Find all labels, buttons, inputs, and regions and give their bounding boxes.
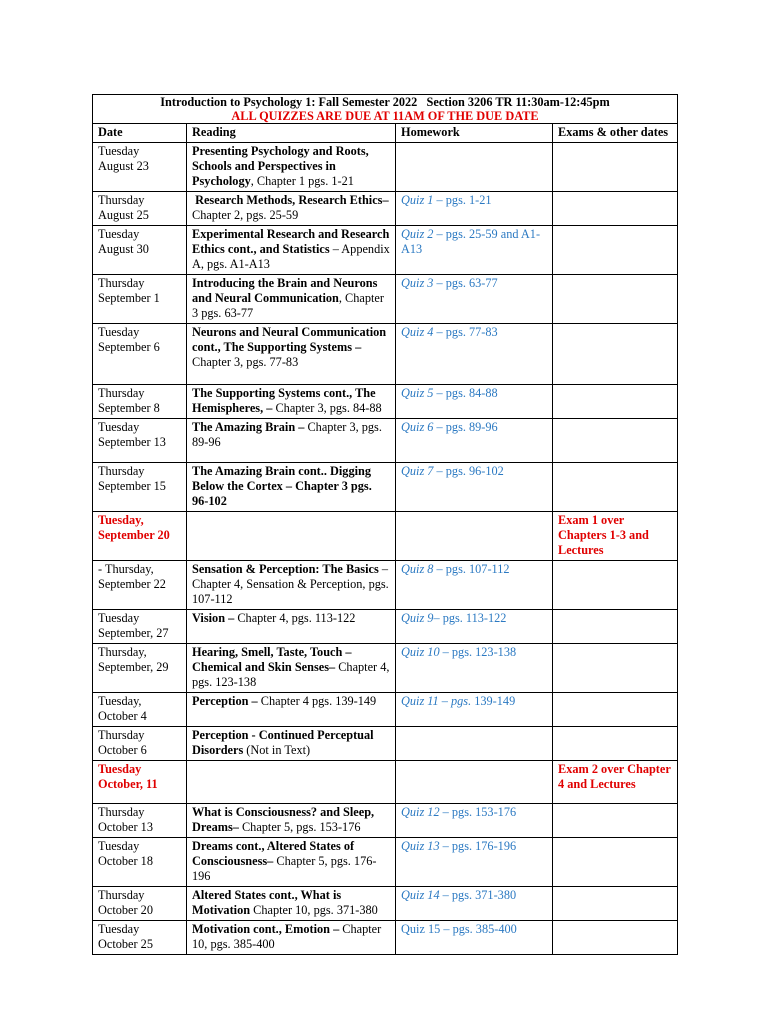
table-row	[93, 192, 678, 226]
date-line: August 23	[98, 159, 149, 173]
homework-pages: – pgs. 84-88	[433, 386, 498, 400]
homework-cell	[396, 143, 553, 192]
reading-pages: – Chapter 4, Sensation & Perception, pgs. 107-112	[192, 562, 389, 606]
date-cell	[93, 838, 187, 887]
quiz-link[interactable]: Quiz 10	[401, 645, 440, 659]
date-line: October 18	[98, 854, 153, 868]
homework-cell	[396, 693, 553, 727]
exam-cell	[553, 610, 678, 644]
date-line: September, 27	[98, 626, 169, 640]
date-line: Thursday	[98, 193, 145, 207]
reading-pages: , Chapter 3 pgs. 63-77	[192, 291, 384, 320]
reading-cell	[187, 385, 396, 419]
homework-pages: – pgs. 96-102	[433, 464, 504, 478]
homework-pages: 139-149	[471, 694, 516, 708]
col-header-reading: Reading	[187, 124, 396, 143]
homework-pages: – pgs. 153-176	[439, 805, 517, 819]
table-row	[93, 804, 678, 838]
homework-cell	[396, 727, 553, 761]
date-line: September 15	[98, 479, 166, 493]
date-line: Thursday	[98, 276, 145, 290]
reading-pages: Chapter 2, pgs. 25-59	[192, 208, 299, 222]
reading-pages: Chapter 10, pgs. 371-380	[250, 903, 378, 917]
exam-cell	[553, 727, 678, 761]
homework-pages: – pgs. 113-122	[433, 611, 507, 625]
reading-pages: Chapter 3, pgs. 84-88	[272, 401, 382, 415]
date-line: Tuesday	[98, 227, 140, 241]
syllabus-page	[92, 94, 677, 955]
date-cell	[93, 693, 187, 727]
reading-topic: Hearing, Smell, Taste, Touch – Chemical and Skin Senses–	[192, 645, 355, 674]
reading-topic: Altered States cont., What is Motivation	[192, 888, 345, 917]
reading-topic: Introducing the Brain and Neurons and Neural Communication	[192, 276, 381, 305]
date-cell	[93, 804, 187, 838]
date-cell	[93, 761, 187, 804]
homework-cell	[396, 192, 553, 226]
homework-cell	[396, 385, 553, 419]
quiz-link[interactable]: Quiz 2	[401, 227, 434, 241]
exam-cell	[553, 324, 678, 385]
reading-topic: Sensation & Perception: The Basics	[192, 562, 379, 576]
exam-cell	[553, 226, 678, 275]
homework-pages: – pgs. 107-112	[433, 562, 510, 576]
date-cell	[93, 143, 187, 192]
exam-cell	[553, 693, 678, 727]
homework-pages: – pgs. 63-77	[433, 276, 498, 290]
reading-cell	[187, 561, 396, 610]
reading-topic: Presenting Psychology and Roots, Schools and Perspectives in Psychology	[192, 144, 372, 188]
reading-cell	[187, 610, 396, 644]
table-row	[93, 761, 678, 804]
reading-cell	[187, 921, 396, 955]
date-line: October 25	[98, 937, 153, 951]
date-line: October 4	[98, 709, 147, 723]
date-line: Thursday,	[98, 645, 147, 659]
reading-topic: Perception - Continued Perceptual Disorders	[192, 728, 377, 757]
reading-pages: Chapter 5, pgs. 176-196	[192, 854, 377, 883]
reading-cell	[187, 761, 396, 804]
date-line: September 8	[98, 401, 160, 415]
reading-cell	[187, 324, 396, 385]
exam-cell	[553, 921, 678, 955]
exam-note: Exam 1 over Chapters 1-3 and Lectures	[558, 513, 649, 557]
exam-cell	[553, 838, 678, 887]
reading-topic: The Amazing Brain –	[192, 420, 305, 434]
date-line: September 13	[98, 435, 166, 449]
exam-cell	[553, 644, 678, 693]
table-row	[93, 226, 678, 275]
homework-cell	[396, 761, 553, 804]
date-cell	[93, 385, 187, 419]
homework-cell	[396, 275, 553, 324]
reading-topic: What is Consciousness? and Sleep, Dreams–	[192, 805, 378, 834]
table-row	[93, 385, 678, 419]
date-line: Tuesday	[98, 839, 140, 853]
quiz-link[interactable]: Quiz 4	[401, 325, 434, 339]
title-row	[93, 95, 678, 124]
date-line: August 30	[98, 242, 149, 256]
exam-cell	[553, 761, 678, 804]
reading-topic: Vision –	[192, 611, 235, 625]
exam-cell	[553, 463, 678, 512]
date-cell	[93, 610, 187, 644]
quiz-link[interactable]: Quiz 5	[401, 386, 434, 400]
quiz-link[interactable]: Quiz 3	[401, 276, 434, 290]
date-cell	[93, 727, 187, 761]
table-row	[93, 610, 678, 644]
reading-cell	[187, 226, 396, 275]
homework-cell	[396, 226, 553, 275]
table-row	[93, 561, 678, 610]
table-row	[93, 324, 678, 385]
reading-cell	[187, 192, 396, 226]
homework-cell	[396, 512, 553, 561]
date-line: Tuesday	[98, 325, 140, 339]
table-row	[93, 727, 678, 761]
table-row	[93, 693, 678, 727]
col-header-exams: Exams & other dates	[553, 124, 678, 143]
reading-topic: The Supporting Systems cont., The Hemispheres, –	[192, 386, 379, 415]
reading-cell	[187, 693, 396, 727]
exam-cell	[553, 887, 678, 921]
reading-pages: Chapter 3, pgs. 89-96	[192, 420, 382, 449]
date-line: Thursday	[98, 805, 145, 819]
reading-cell	[187, 419, 396, 463]
homework-cell	[396, 921, 553, 955]
exam-cell	[553, 804, 678, 838]
date-cell	[93, 887, 187, 921]
quiz-link[interactable]: Quiz 7	[401, 464, 434, 478]
exam-cell	[553, 143, 678, 192]
date-cell	[93, 192, 187, 226]
date-line: Tuesday	[98, 144, 140, 158]
date-line: September 1	[98, 291, 160, 305]
table-row	[93, 463, 678, 512]
reading-pages: Chapter 10, pgs. 385-400	[192, 922, 382, 951]
date-cell	[93, 561, 187, 610]
homework-cell	[396, 463, 553, 512]
table-row	[93, 838, 678, 887]
homework-pages: – pgs. 89-96	[433, 420, 498, 434]
table-row	[93, 419, 678, 463]
exam-cell	[553, 561, 678, 610]
homework-cell	[396, 419, 553, 463]
reading-topic: Neurons and Neural Communication cont., The Supporting Systems –	[192, 325, 390, 354]
date-line: September 20	[98, 528, 170, 542]
reading-pages: Chapter 3, pgs. 77-83	[192, 355, 299, 369]
homework-cell	[396, 887, 553, 921]
exam-cell	[553, 512, 678, 561]
date-line: Tuesday	[98, 922, 140, 936]
title-cell	[93, 95, 678, 124]
homework-cell	[396, 324, 553, 385]
quiz-link[interactable]: Quiz 1	[401, 193, 434, 207]
col-header-homework: Homework	[396, 124, 553, 143]
reading-topic: Dreams cont., Altered States of Consciousness–	[192, 839, 358, 868]
reading-topic: Experimental Research and Research Ethics cont., and Statistics	[192, 227, 393, 256]
date-line: September, 29	[98, 660, 169, 674]
homework-cell	[396, 644, 553, 693]
homework-pages: – pgs. 25-59 and A1-A13	[401, 227, 541, 256]
date-cell	[93, 419, 187, 463]
reading-cell	[187, 463, 396, 512]
table-row	[93, 275, 678, 324]
table-row	[93, 887, 678, 921]
syllabus-table	[92, 94, 678, 955]
reading-pages: – Appendix A, pgs. A1-A13	[192, 242, 390, 271]
date-line: October 6	[98, 743, 147, 757]
reading-topic: Motivation cont., Emotion –	[192, 922, 340, 936]
quiz-link[interactable]: Quiz 14	[401, 888, 440, 902]
homework-cell	[396, 804, 553, 838]
reading-pages: Chapter 4 pgs. 139-149	[257, 694, 377, 708]
table-row	[93, 143, 678, 192]
quiz-link[interactable]: Quiz 9	[401, 611, 434, 625]
reading-pages: , Chapter 1 pgs. 1-21	[250, 174, 354, 188]
quiz-link[interactable]: Quiz 8	[401, 562, 434, 576]
homework-cell	[396, 838, 553, 887]
date-line: Thursday	[98, 464, 145, 478]
date-line: September 6	[98, 340, 160, 354]
reading-pages: Chapter 4, pgs. 123-138	[192, 660, 390, 689]
date-line: Tuesday	[98, 420, 140, 434]
homework-pages: – pgs. 176-196	[439, 839, 517, 853]
exam-cell	[553, 419, 678, 463]
reading-cell	[187, 804, 396, 838]
course-title: Introduction to Psychology 1: Fall Semester 2022 Section 3206 TR 11:30am-12:45pm	[160, 95, 610, 109]
table-row	[93, 644, 678, 693]
reading-pages: Chapter 4, pgs. 113-122	[234, 611, 356, 625]
table-row	[93, 921, 678, 955]
homework-pages: – pgs. 77-83	[433, 325, 498, 339]
date-line: October, 11	[98, 777, 158, 791]
date-line: Tuesday,	[98, 694, 142, 708]
date-line: September 22	[98, 577, 166, 591]
reading-topic: Research Methods, Research Ethics–	[192, 193, 389, 207]
reading-cell	[187, 887, 396, 921]
homework-cell	[396, 561, 553, 610]
date-line: Tuesday	[98, 611, 140, 625]
date-cell	[93, 644, 187, 693]
date-cell	[93, 463, 187, 512]
date-line: Tuesday,	[98, 513, 144, 527]
date-line: Thursday	[98, 386, 145, 400]
reading-cell	[187, 512, 396, 561]
quiz-link[interactable]: Quiz 12	[401, 805, 440, 819]
reading-topic: The Amazing Brain cont.. Digging Below the Cortex – Chapter 3 pgs. 96-102	[192, 464, 375, 508]
homework-pages: – pgs. 123-138	[439, 645, 517, 659]
quiz-link[interactable]: Quiz 11 – pgs.	[401, 694, 472, 708]
reading-pages: Chapter 5, pgs. 153-176	[238, 820, 361, 834]
reading-cell	[187, 644, 396, 693]
table-row	[93, 512, 678, 561]
homework-pages: Quiz 15 – pgs. 385-400	[401, 922, 517, 936]
reading-cell	[187, 143, 396, 192]
reading-topic: Perception –	[192, 694, 258, 708]
col-header-date: Date	[93, 124, 187, 143]
quiz-link[interactable]: Quiz 13	[401, 839, 440, 853]
date-line: Thursday	[98, 728, 145, 742]
reading-cell	[187, 275, 396, 324]
exam-cell	[553, 192, 678, 226]
date-line: October 13	[98, 820, 153, 834]
reading-pages: (Not in Text)	[243, 743, 311, 757]
quiz-deadline-notice: ALL QUIZZES ARE DUE AT 11AM OF THE DUE DATE	[231, 109, 539, 123]
date-cell	[93, 226, 187, 275]
date-line: August 25	[98, 208, 149, 222]
exam-cell	[553, 275, 678, 324]
reading-cell	[187, 727, 396, 761]
homework-pages: – pgs. 1-21	[433, 193, 492, 207]
date-line: Tuesday	[98, 762, 142, 776]
header-row	[93, 124, 678, 143]
date-cell	[93, 921, 187, 955]
homework-pages: – pgs. 371-380	[439, 888, 517, 902]
exam-note: Exam 2 over Chapter 4 and Lectures	[558, 762, 671, 791]
reading-cell	[187, 838, 396, 887]
date-line: Thursday	[98, 888, 145, 902]
date-cell	[93, 512, 187, 561]
quiz-link[interactable]: Quiz 6	[401, 420, 434, 434]
date-line: October 20	[98, 903, 153, 917]
date-cell	[93, 324, 187, 385]
date-cell	[93, 275, 187, 324]
homework-cell	[396, 610, 553, 644]
exam-cell	[553, 385, 678, 419]
date-line: - Thursday,	[98, 562, 154, 576]
